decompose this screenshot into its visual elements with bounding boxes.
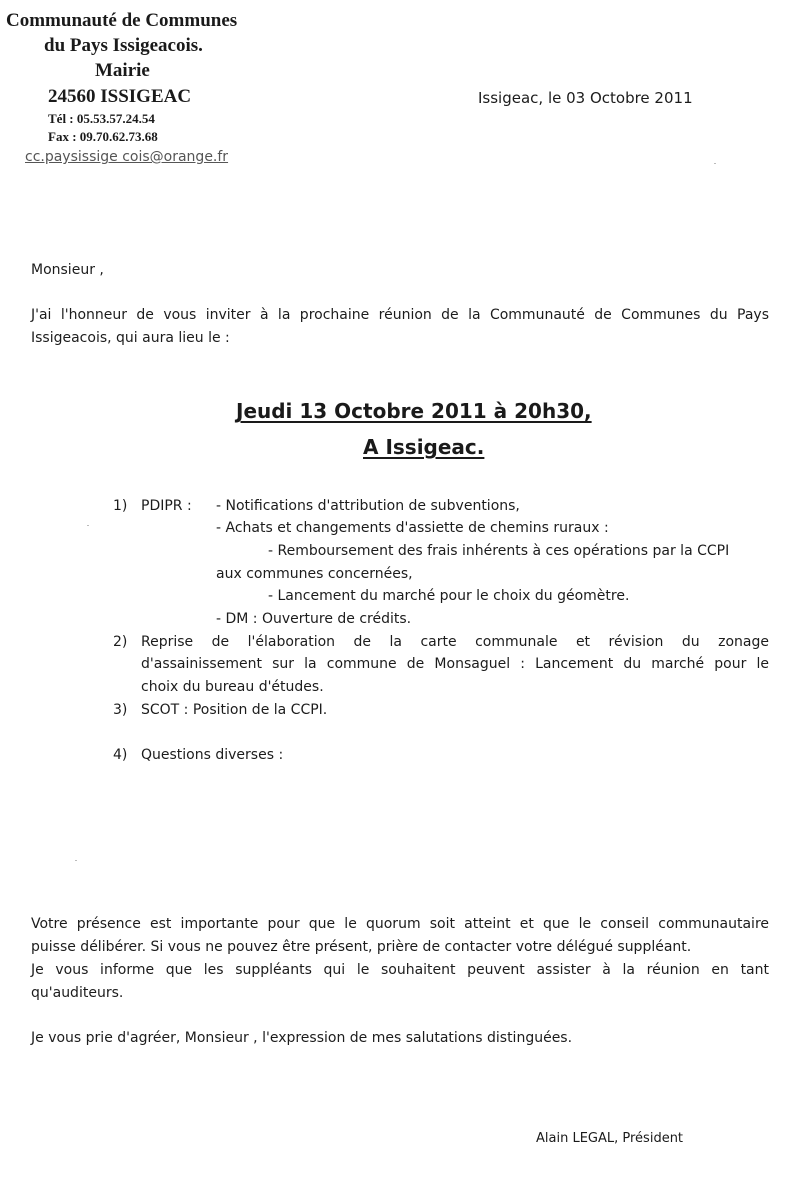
agenda-item-text: choix du bureau d'études. [141,679,324,695]
agenda-item-number: 3) [113,702,128,718]
scan-speck [714,163,716,164]
email-address: cc.paysissige cois@orange.fr [25,149,229,165]
agenda-item-number: 2) [113,634,128,650]
agenda-item-text: d'assainissement sur la commune de Monsaguel : Lancement du marché pour le [141,656,769,672]
closing-line2: puisse délibérer. Si vous ne pouvez être présent, prière de contacter votre délégué suppléant. [31,939,692,955]
date-line: Issigeac, le 03 Octobre 2011 [478,89,693,107]
agenda-item-title: PDIPR : [141,498,192,514]
meeting-location: A Issigeac. [363,435,485,459]
scan-speck [75,860,77,861]
org-name-line2: du Pays Issigeacois. [44,35,203,56]
intro-line1: J'ai l'honneur de vous inviter à la prochaine réunion de la Communauté de Communes du Pays [31,307,769,323]
salutation: Monsieur , [31,262,104,278]
address: 24560 ISSIGEAC [48,86,192,107]
closing-line3: Je vous informe que les suppléants qui le souhaitent peuvent assister à la réunion en tant [31,962,769,978]
intro-line2: Issigeacois, qui aura lieu le : [31,330,230,346]
mairie-label: Mairie [95,60,150,81]
agenda-item-number: 4) [113,747,128,763]
agenda-item-text: SCOT : Position de la CCPI. [141,702,328,718]
meeting-date: Jeudi 13 Octobre 2011 à 20h30, [236,399,592,423]
agenda-subitem: - Lancement du marché pour le choix du géomètre. [268,588,630,604]
closing-formula: Je vous prie d'agréer, Monsieur , l'expression de mes salutations distinguées. [31,1030,573,1046]
agenda-item-text: Reprise de l'élaboration de la carte communale et révision du zonage [141,634,769,650]
agenda-subitem: - DM : Ouverture de crédits. [216,611,412,627]
agenda-item-text: Questions diverses : [141,747,284,763]
closing-line1: Votre présence est importante pour que le quorum soit atteint et que le conseil communautaire [31,916,769,932]
phone-number: Tél : 05.53.57.24.54 [48,111,155,126]
scan-speck [87,525,89,526]
agenda-item-number: 1) [113,498,128,514]
closing-line4: qu'auditeurs. [31,985,124,1001]
agenda-subitem: aux communes concernées, [216,566,413,582]
agenda-subitem: - Remboursement des frais inhérents à ces opérations par la CCPI [268,543,730,559]
signature: Alain LEGAL, Président [536,1131,684,1146]
fax-number: Fax : 09.70.62.73.68 [48,129,158,144]
org-name-line1: Communauté de Communes [6,10,238,31]
agenda-subitem: - Achats et changements d'assiette de chemins ruraux : [216,520,609,536]
agenda-subitem: - Notifications d'attribution de subventions, [216,498,520,514]
